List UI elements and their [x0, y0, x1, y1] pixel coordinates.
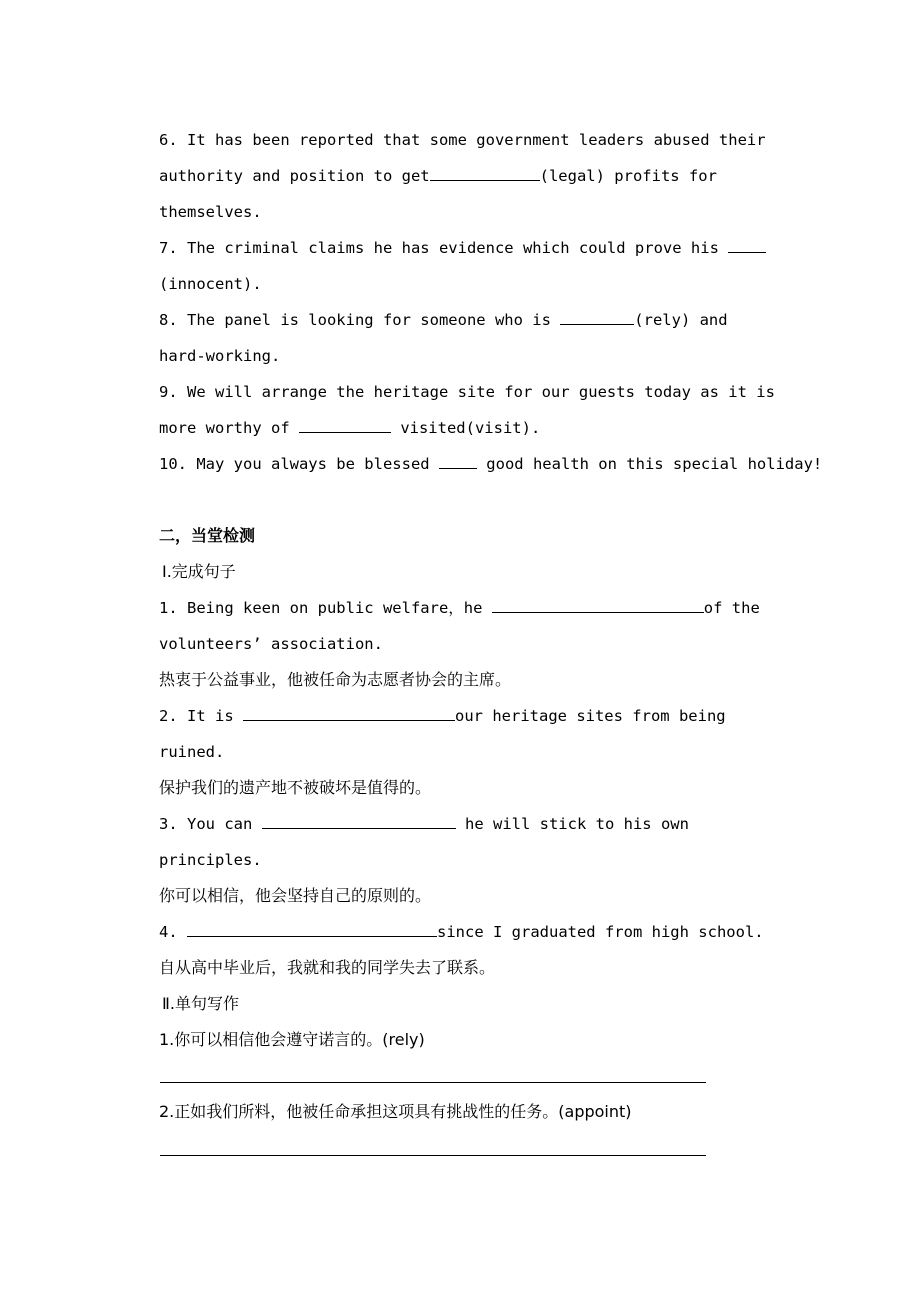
s2-line1: [159, 698, 726, 734]
s1-text-pre: 1. Being keen on public welfare，he: [159, 599, 492, 617]
w2-answer-line[interactable]: [160, 1155, 706, 1156]
q6-text-pre: authority and position to get: [159, 167, 430, 185]
s2-cn-text: 保护我们的遗产地不被破坏是值得的。: [159, 778, 432, 797]
s1-line1: [159, 590, 760, 626]
s3-line2: [159, 842, 262, 878]
q6-text-post: (legal) profits for: [539, 167, 717, 185]
w2-prompt-text: 2.正如我们所料，他被任命承担这项具有挑战性的任务。(appoint): [159, 1102, 632, 1121]
q8-text-pre: 8. The panel is looking for someone who is: [159, 311, 561, 329]
s4-translation: [159, 950, 495, 986]
s2-text-pre: 2. It is: [159, 707, 243, 725]
q6-line2: [159, 158, 717, 194]
q7-line2: [159, 266, 262, 302]
s4-text-pre: 4.: [159, 923, 187, 941]
s2-translation: [159, 770, 431, 806]
s1-cn-text: 热衷于公益事业，他被任命为志愿者协会的主席。: [159, 670, 512, 689]
q9-answer-blank[interactable]: [299, 417, 391, 433]
part2-heading: [162, 986, 239, 1022]
s3-line1: [159, 806, 689, 842]
w1-answer-line[interactable]: [160, 1082, 706, 1083]
s4-cn-text: 自从高中毕业后，我就和我的同学失去了联系。: [159, 958, 496, 977]
s1-answer-blank[interactable]: [492, 597, 704, 613]
s3-text-pre: 3. You can: [159, 815, 262, 833]
q6-text: 6. It has been reported that some government leaders abused their: [159, 131, 766, 149]
s4-answer-blank[interactable]: [187, 921, 437, 937]
q6-text-end: themselves.: [159, 203, 262, 221]
s3-text-end: principles.: [159, 851, 262, 869]
w1-prompt-text: 1.你可以相信他会遵守诺言的。(rely): [159, 1030, 425, 1049]
q8-answer-blank[interactable]: [560, 309, 634, 325]
q9-text-post: visited(visit).: [390, 419, 541, 437]
q7-text: 7. The criminal claims he has evidence which could prove his: [159, 239, 729, 257]
q10-line1: [159, 446, 822, 482]
part1-heading-text: Ⅰ.完成句子: [162, 562, 236, 581]
s4-line1: [159, 914, 764, 950]
s3-cn-text: 你可以相信，他会坚持自己的原则的。: [159, 886, 432, 905]
q9-text: 9. We will arrange the heritage site for our guests today as it is: [159, 383, 775, 401]
q10-answer-blank[interactable]: [439, 453, 477, 469]
section-heading-text: 二，当堂检测: [159, 526, 256, 545]
s2-text-end: ruined.: [159, 743, 225, 761]
q8-line2: [159, 338, 280, 374]
s1-text-post: of the: [703, 599, 760, 617]
s2-answer-blank[interactable]: [243, 705, 455, 721]
s4-text-post: since I graduated from high school.: [437, 923, 764, 941]
q9-line2: [159, 410, 540, 446]
s1-line2: [159, 626, 383, 662]
s3-translation: [159, 878, 431, 914]
s2-line2: [159, 734, 224, 770]
q9-text-pre: more worthy of: [159, 419, 299, 437]
q6-line1: [159, 122, 766, 158]
s3-text-post: he will stick to his own: [455, 815, 689, 833]
s1-text-end: volunteers’ association.: [159, 635, 383, 653]
q8-text-post: (rely) and: [634, 311, 728, 329]
q6-answer-blank[interactable]: [430, 165, 540, 181]
q7-answer-blank[interactable]: [728, 237, 766, 253]
s1-translation: [159, 662, 511, 698]
q8-line1: [159, 302, 728, 338]
q7-line1: [159, 230, 766, 266]
w2-prompt: [159, 1094, 632, 1130]
q6-line3: [159, 194, 262, 230]
part2-heading-text: Ⅱ.单句写作: [162, 994, 239, 1013]
q9-line1: [159, 374, 775, 410]
s2-text-post: our heritage sites from being: [455, 707, 726, 725]
s3-answer-blank[interactable]: [262, 813, 456, 829]
q8-text-end: hard-working.: [159, 347, 281, 365]
part1-heading: [162, 554, 236, 590]
q10-text-pre: 10. May you always be blessed: [159, 455, 439, 473]
q7-hint: (innocent).: [159, 275, 262, 293]
section-heading: [159, 518, 255, 554]
q10-text-post: good health on this special holiday!: [476, 455, 823, 473]
w1-prompt: [159, 1022, 425, 1058]
